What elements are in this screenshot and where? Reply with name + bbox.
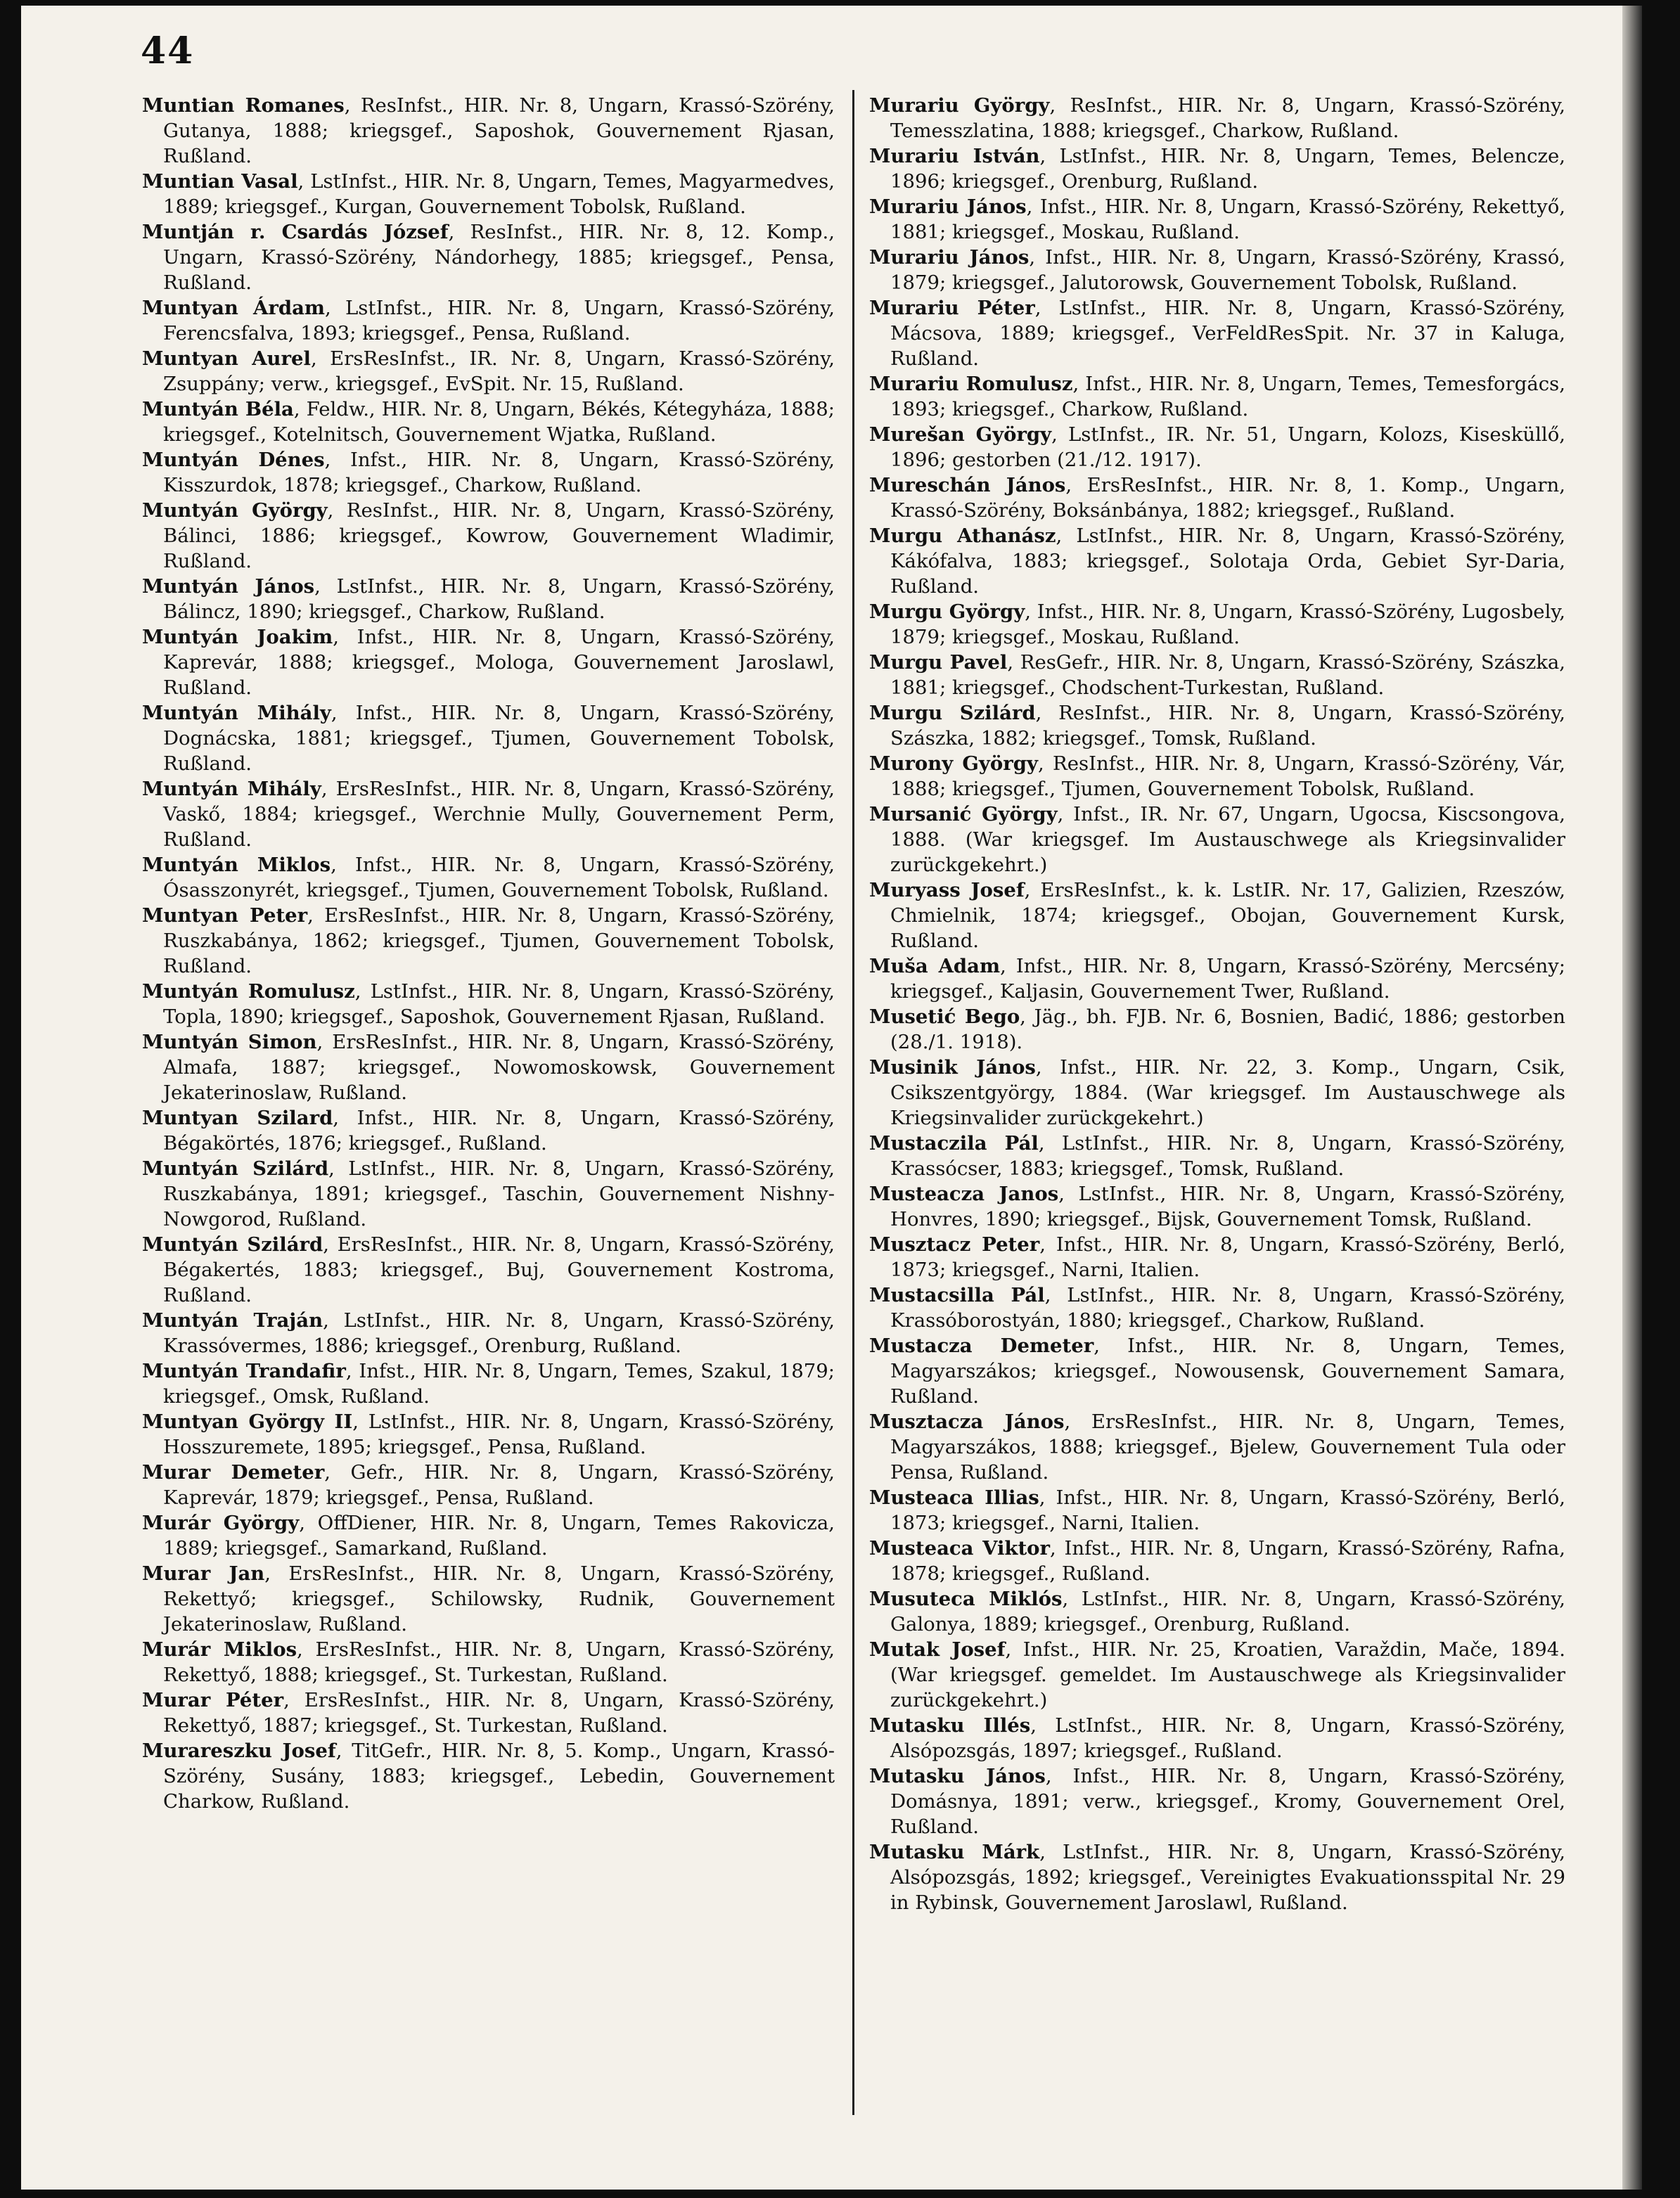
list-entry: [869, 1181, 1565, 1232]
entry-name: Musztacza János: [869, 1410, 1065, 1433]
list-entry: [869, 1763, 1565, 1839]
list-entry: [869, 751, 1565, 802]
entry-name: Muntyan Peter: [142, 904, 308, 927]
entry-details: , ResGefr., HIR. Nr. 8, Ungarn, Krassó-Szörény, Szászka, 1881; kriegsgef., Chodschent-Turkestan, Rußland.: [890, 651, 1565, 699]
list-entry: [142, 447, 835, 498]
entry-name: Murgu Szilárd: [869, 702, 1036, 724]
entry-details: , ResInfst., HIR. Nr. 8, Ungarn, Krassó-Szörény, Szászka, 1882; kriegsgef., Tomsk, Rußland.: [890, 702, 1565, 750]
list-entry: [142, 852, 835, 903]
entry-name: Mutak Josef: [869, 1638, 1006, 1661]
list-entry: [142, 1232, 835, 1308]
entry-name: Murony György: [869, 752, 1038, 775]
entry-details: , ResInfst., HIR. Nr. 8, Ungarn, Krassó-Szörény, Gutanya, 1888; kriegsgef., Saposhok, Gouvernement Rjasan, Rußland.: [163, 94, 835, 167]
entry-name: Murariu János: [869, 246, 1030, 269]
entry-details: , Infst., HIR. Nr. 25, Kroatien, Varaždin, Mače, 1894. (War kriegsgef. gemeldet. Im Austauschwege als Kriegsinvalider zurückgekehrt.): [890, 1638, 1565, 1711]
list-entry: [142, 397, 835, 447]
list-entry: [869, 700, 1565, 751]
list-entry: [142, 93, 835, 169]
entry-details: , Infst., HIR. Nr. 8, Ungarn, Krassó-Szörény, Berló, 1873; kriegsgef., Narni, Italien.: [890, 1486, 1565, 1534]
entry-details: , Infst., HIR. Nr. 8, Ungarn, Krassó-Szörény, Lugosbely, 1879; kriegsgef., Moskau, Rußland.: [890, 600, 1565, 648]
entry-name: Muntyán Traján: [142, 1309, 323, 1332]
entry-name: Musteaca Viktor: [869, 1537, 1050, 1560]
entry-details: , LstInfst., IR. Nr. 51, Ungarn, Kolozs, Kisesküllő, 1896; gestorben (21./12. 1917).: [890, 423, 1566, 471]
list-entry: [142, 1308, 835, 1358]
list-entry: [869, 878, 1565, 953]
entry-details: , Jäg., bh. FJB. Nr. 6, Bosnien, Badić, 1886; gestorben (28./1. 1918).: [890, 1005, 1565, 1053]
entry-name: Muntyán János: [142, 575, 315, 598]
list-entry: [869, 1536, 1565, 1586]
entry-details: , Feldw., HIR. Nr. 8, Ungarn, Békés, Kétegyháza, 1888; kriegsgef., Kotelnitsch, Gouvernement Wjatka, Rußland.: [163, 398, 835, 446]
entry-details: , Infst., HIR. Nr. 8, Ungarn, Temes, Temesforgács, 1893; kriegsgef., Charkow, Rußland.: [890, 373, 1565, 420]
list-entry: [869, 1586, 1565, 1637]
entry-details: , LstInfst., HIR. Nr. 8, Ungarn, Krassó-Szörény, Alsópozsgás, 1892; kriegsgef., Vereinigtes Evakuationsspital Nr. 29 in Rybinsk, Gouvernement Jaroslawl, Rußland.: [890, 1841, 1565, 1914]
list-entry: [142, 574, 835, 624]
list-entry: [142, 624, 835, 700]
list-entry: [142, 776, 835, 852]
entry-name: Muntján r. Csardás József: [142, 221, 449, 243]
list-entry: [869, 1131, 1565, 1181]
entry-details: , LstInfst., HIR. Nr. 8, Ungarn, Krassó-Szörény, Ferencsfalva, 1893; kriegsgef., Pensa, Rußland.: [163, 297, 835, 345]
entry-name: Muntyán Trandafir: [142, 1360, 346, 1382]
list-entry: [142, 295, 835, 346]
list-entry: [869, 1839, 1565, 1915]
entry-name: Mustacsilla Pál: [869, 1284, 1045, 1306]
entry-details: , LstInfst., HIR. Nr. 8, Ungarn, Krassó-Szörény, Mácsova, 1889; kriegsgef., VerFeldResSpit. Nr. 37 in Kaluga, Rußland.: [890, 297, 1565, 370]
entry-name: Murariu Péter: [869, 297, 1035, 319]
list-entry: [142, 169, 835, 219]
entry-details: , ResInfst., HIR. Nr. 8, Ungarn, Krassó-Szörény, Temesszlatina, 1888; kriegsgef., Charkow, Rußland.: [890, 94, 1565, 142]
entry-details: , Infst., HIR. Nr. 8, Ungarn, Krassó-Szörény, Kaprevár, 1888; kriegsgef., Mologa, Gouvernement Jaroslawl, Rußland.: [163, 626, 835, 699]
entry-name: Muntyán Joakim: [142, 626, 333, 648]
entry-details: , ResInfst., HIR. Nr. 8, Ungarn, Krassó-Szörény, Vár, 1888; kriegsgef., Tjumen, Gouvernement Tobolsk, Rußland.: [890, 752, 1565, 800]
entry-name: Murar Péter: [142, 1689, 284, 1711]
entry-name: Muntyán Béla: [142, 398, 294, 420]
entry-name: Mureschán János: [869, 474, 1066, 496]
entry-details: , LstInfst., HIR. Nr. 8, Ungarn, Krassó-Szörény, Galonya, 1889; kriegsgef., Orenburg, Rußland.: [890, 1588, 1565, 1635]
entry-details: , ErsResInfst., HIR. Nr. 8, Ungarn, Krassó-Szörény, Rekettyő; kriegsgef., Schilowsky, Rudnik, Gouvernement Jekaterinoslaw, Rußland.: [163, 1562, 835, 1635]
entry-details: , ErsResInfst., HIR. Nr. 8, Ungarn, Temes, Magyarszákos, 1888; kriegsgef., Bjelew, Gouvernement Tula oder Pensa, Rußland.: [890, 1410, 1565, 1484]
entry-name: Murešan György: [869, 423, 1052, 446]
entry-name: Muša Adam: [869, 955, 1001, 977]
list-entry: [142, 903, 835, 979]
entry-details: , LstInfst., HIR. Nr. 8, Ungarn, Temes, Belencze, 1896; kriegsgef., Orenburg, Rußland.: [890, 145, 1565, 193]
entry-name: Musinik János: [869, 1056, 1036, 1079]
entry-name: Musztacz Peter: [869, 1233, 1040, 1256]
list-entry: [869, 143, 1565, 194]
entry-name: Muntyán Mihály: [142, 778, 321, 800]
entry-details: , Gefr., HIR. Nr. 8, Ungarn, Krassó-Szörény, Kaprevár, 1879; kriegsgef., Pensa, Rußland.: [163, 1461, 835, 1509]
list-entry: [142, 979, 835, 1029]
entry-details: , LstInfst., HIR. Nr. 8, Ungarn, Krassó-Szörény, Alsópozsgás, 1897; kriegsgef., Rußland.: [890, 1714, 1566, 1762]
list-entry: [869, 194, 1565, 245]
entry-name: Murareszku Josef: [142, 1740, 336, 1762]
entry-details: , Infst., HIR. Nr. 8, Ungarn, Krassó-Szörény, Dognácska, 1881; kriegsgef., Tjumen, Gouvernement Tobolsk, Rußland.: [163, 702, 835, 775]
entry-name: Murgu György: [869, 600, 1025, 623]
entry-details: , ErsResInfst., HIR. Nr. 8, Ungarn, Krassó-Szörény, Vaskő, 1884; kriegsgef., Werchnie Mully, Gouvernement Perm, Rußland.: [163, 778, 835, 851]
list-entry: [869, 650, 1565, 700]
entry-details: , Infst., HIR. Nr. 8, Ungarn, Krassó-Szörény, Rafna, 1878; kriegsgef., Rußland.: [890, 1537, 1565, 1585]
list-entry: [869, 523, 1565, 599]
page-number: 44: [141, 30, 195, 72]
entry-details: , ErsResInfst., IR. Nr. 8, Ungarn, Krassó-Szörény, Zsuppány; verw., kriegsgef., EvSpit. Nr. 15, Rußland.: [163, 347, 835, 395]
entry-details: , Infst., HIR. Nr. 8, Ungarn, Krassó-Szörény, Bégakörtés, 1876; kriegsgef., Rußland.: [163, 1107, 835, 1155]
entry-details: , ErsResInfst., HIR. Nr. 8, Ungarn, Krassó-Szörény, Bégakertés, 1883; kriegsgef., Buj, Gouvernement Kostroma, Rußland.: [163, 1233, 835, 1306]
right-column: [869, 93, 1565, 1915]
entry-name: Muntyán Romulusz: [142, 980, 355, 1003]
entry-name: Mutasku János: [869, 1765, 1046, 1787]
entry-details: , LstInfst., HIR. Nr. 8, Ungarn, Krassó-Szörény, Krassóvermes, 1886; kriegsgef., Orenburg, Rußland.: [163, 1309, 835, 1357]
list-entry: [142, 1156, 835, 1232]
list-entry: [869, 245, 1565, 295]
entry-name: Muntian Vasal: [142, 170, 298, 193]
entry-details: , Infst., HIR. Nr. 8, Ungarn, Krassó-Szörény, Berló, 1873; kriegsgef., Narni, Italien.: [890, 1233, 1565, 1281]
entry-details: , TitGefr., HIR. Nr. 8, 5. Komp., Ungarn, Krassó-Szörény, Susány, 1883; kriegsgef., Lebedin, Gouvernement Charkow, Rußland.: [163, 1740, 835, 1813]
list-entry: [869, 473, 1565, 523]
entry-details: , ErsResInfst., k. k. LstIR. Nr. 17, Galizien, Rzeszów, Chmielnik, 1874; kriegsgef., Obojan, Gouvernement Kursk, Rußland.: [890, 879, 1565, 952]
list-entry: [869, 93, 1565, 143]
list-entry: [142, 1738, 835, 1814]
entry-name: Muntyan Aurel: [142, 347, 311, 370]
list-entry: [142, 1460, 835, 1510]
entry-details: , ErsResInfst., HIR. Nr. 8, 1. Komp., Ungarn, Krassó-Szörény, Boksánbánya, 1882; kriegsgef., Rußland.: [890, 474, 1565, 522]
list-entry: [142, 1358, 835, 1409]
entry-name: Murár Miklos: [142, 1638, 297, 1661]
entry-details: , OffDiener, HIR. Nr. 8, Ungarn, Temes Rakovicza, 1889; kriegsgef., Samarkand, Rußland.: [163, 1512, 835, 1560]
entry-details: , ErsResInfst., HIR. Nr. 8, Ungarn, Krassó-Szörény, Almafa, 1887; kriegsgef., Nowomoskowsk, Gouvernement Jekaterinoslaw, Rußland.: [163, 1031, 835, 1104]
entry-details: , LstInfst., HIR. Nr. 8, Ungarn, Krassó-Szörény, Honvres, 1890; kriegsgef., Bijsk, Gouvernement Tomsk, Rußland.: [890, 1183, 1565, 1230]
entry-name: Muntyan György II: [142, 1410, 353, 1433]
list-entry: [869, 1055, 1565, 1131]
list-entry: [869, 295, 1565, 371]
list-entry: [142, 1561, 835, 1637]
entry-name: Murgu Pavel: [869, 651, 1008, 674]
entry-name: Musteaca Illias: [869, 1486, 1039, 1509]
entry-details: , LstInfst., HIR. Nr. 8, Ungarn, Krassó-Szörény, Bálincz, 1890; kriegsgef., Charkow, Rußland.: [163, 575, 835, 623]
entry-name: Muntyán György: [142, 499, 328, 522]
entry-name: Muntyán Szilárd: [142, 1157, 329, 1180]
entry-name: Murgu Athanász: [869, 525, 1056, 547]
list-entry: [142, 1409, 835, 1460]
entry-name: Muntyán Szilárd: [142, 1233, 323, 1256]
entry-details: , Infst., HIR. Nr. 8, Ungarn, Krassó-Szörény, Mercsény; kriegsgef., Kaljasin, Gouvernement Twer, Rußland.: [890, 955, 1565, 1003]
entry-name: Murar Demeter: [142, 1461, 325, 1484]
list-entry: [142, 498, 835, 574]
entry-details: , LstInfst., HIR. Nr. 8, Ungarn, Krassó-Szörény, Kákófalva, 1883; kriegsgef., Solotaja Orda, Gebiet Syr-Daria, Rußland.: [890, 525, 1565, 598]
entry-details: , LstInfst., HIR. Nr. 8, Ungarn, Krassó-Szörény, Ruszkabánya, 1891; kriegsgef., Taschin, Gouvernement Nishny-Nowgorod, Rußland.: [163, 1157, 835, 1230]
entry-name: Mustaczila Pál: [869, 1132, 1039, 1155]
entry-details: , Infst., HIR. Nr. 8, Ungarn, Temes, Magyarszákos; kriegsgef., Nowousensk, Gouvernement Samara, Rußland.: [890, 1335, 1565, 1408]
entry-details: , Infst., HIR. Nr. 8, Ungarn, Krassó-Szörény, Ósasszonyrét, kriegsgef., Tjumen, Gouvernement Tobolsk, Rußland.: [163, 854, 835, 901]
list-entry: [869, 953, 1565, 1004]
list-entry: [869, 1637, 1565, 1713]
entry-name: Murar Jan: [142, 1562, 265, 1585]
list-entry: [869, 802, 1565, 878]
entry-name: Mutasku Márk: [869, 1841, 1040, 1863]
entry-name: Musteacza Janos: [869, 1183, 1059, 1205]
entry-name: Murár György: [142, 1512, 300, 1534]
page-edge-shadow: [1622, 6, 1642, 2190]
column-divider: [852, 90, 854, 2115]
entry-name: Muntyan Árdam: [142, 297, 326, 319]
list-entry: [142, 1510, 835, 1561]
entry-details: , LstInfst., HIR. Nr. 8, Ungarn, Temes, Magyarmedves, 1889; kriegsgef., Kurgan, Gouvernement Tobolsk, Rußland.: [163, 170, 835, 218]
document-page: [21, 6, 1642, 2190]
list-entry: [869, 1004, 1565, 1055]
list-entry: [142, 346, 835, 397]
entry-name: Mustacza Demeter: [869, 1335, 1094, 1357]
entry-name: Murariu György: [869, 94, 1050, 117]
entry-details: , LstInfst., HIR. Nr. 8, Ungarn, Krassó-Szörény, Krassócser, 1883; kriegsgef., Tomsk, Rußland.: [890, 1132, 1565, 1180]
list-entry: [142, 1029, 835, 1105]
list-entry: [869, 599, 1565, 650]
list-entry: [869, 1713, 1565, 1763]
entry-details: , Infst., HIR. Nr. 8, Ungarn, Krassó-Szörény, Kisszurdok, 1878; kriegsgef., Charkow, Rußland.: [163, 449, 835, 496]
entry-details: , Infst., IR. Nr. 67, Ungarn, Ugocsa, Kiscsongova, 1888. (War kriegsgef. Im Austauschwege als Kriegsinvalider zurückgekehrt.): [890, 803, 1565, 876]
list-entry: [142, 1637, 835, 1688]
entry-details: , ErsResInfst., HIR. Nr. 8, Ungarn, Krassó-Szörény, Rekettyő, 1887; kriegsgef., St. Turkestan, Rußland.: [163, 1689, 835, 1737]
entry-details: , ErsResInfst., HIR. Nr. 8, Ungarn, Krassó-Szörény, Rekettyő, 1888; kriegsgef., St. Turkestan, Rußland.: [163, 1638, 835, 1686]
list-entry: [142, 219, 835, 295]
entry-name: Murariu István: [869, 145, 1040, 167]
entry-details: , Infst., HIR. Nr. 8, Ungarn, Krassó-Szörény, Domásnya, 1891; verw., kriegsgef., Kromy, Gouvernement Orel, Rußland.: [890, 1765, 1565, 1838]
entry-details: , LstInfst., HIR. Nr. 8, Ungarn, Krassó-Szörény, Hosszuremete, 1895; kriegsgef., Pensa, Rußland.: [163, 1410, 835, 1458]
entry-details: , ErsResInfst., HIR. Nr. 8, Ungarn, Krassó-Szörény, Ruszkabánya, 1862; kriegsgef., Tjumen, Gouvernement Tobolsk, Rußland.: [163, 904, 835, 977]
entry-details: , LstInfst., HIR. Nr. 8, Ungarn, Krassó-Szörény, Krassóborostyán, 1880; kriegsgef., Charkow, Rußland.: [890, 1284, 1565, 1332]
list-entry: [869, 1409, 1565, 1485]
list-entry: [869, 422, 1565, 473]
left-column: [142, 93, 835, 1814]
entry-details: , Infst., HIR. Nr. 8, Ungarn, Krassó-Szörény, Rekettyő, 1881; kriegsgef., Moskau, Rußland.: [890, 195, 1565, 243]
entry-name: Murariu János: [869, 195, 1027, 218]
entry-name: Murariu Romulusz: [869, 373, 1073, 395]
list-entry: [869, 1232, 1565, 1283]
entry-details: , Infst., HIR. Nr. 8, Ungarn, Krassó-Szörény, Krassó, 1879; kriegsgef., Jalutorowsk, Gouvernement Tobolsk, Rußland.: [890, 246, 1565, 294]
entry-name: Muntian Romanes: [142, 94, 345, 117]
entry-details: , Infst., HIR. Nr. 22, 3. Komp., Ungarn, Csik, Csikszentgyörgy, 1884. (War kriegsgef. Im Austauschwege als Kriegsinvalider zurückgekehrt.): [890, 1056, 1565, 1129]
entry-name: Muryass Josef: [869, 879, 1025, 901]
entry-name: Muntyan Szilard: [142, 1107, 333, 1129]
entry-name: Mursanić György: [869, 803, 1058, 825]
entry-details: , ResInfst., HIR. Nr. 8, 12. Komp., Ungarn, Krassó-Szörény, Nándorhegy, 1885; kriegsgef., Pensa, Rußland.: [163, 221, 835, 294]
list-entry: [869, 1283, 1565, 1333]
list-entry: [142, 700, 835, 776]
list-entry: [869, 1485, 1565, 1536]
entry-name: Mutasku Illés: [869, 1714, 1031, 1737]
entry-details: , ResInfst., HIR. Nr. 8, Ungarn, Krassó-Szörény, Bálinci, 1886; kriegsgef., Kowrow, Gouvernement Wladimir, Rußland.: [163, 499, 835, 572]
list-entry: [142, 1688, 835, 1738]
entry-name: Muntyán Miklos: [142, 854, 331, 876]
entry-name: Muntyán Mihály: [142, 702, 331, 724]
entry-details: , Infst., HIR. Nr. 8, Ungarn, Temes, Szakul, 1879; kriegsgef., Omsk, Rußland.: [163, 1360, 835, 1408]
list-entry: [142, 1105, 835, 1156]
entry-details: , LstInfst., HIR. Nr. 8, Ungarn, Krassó-Szörény, Topla, 1890; kriegsgef., Saposhok, Gouvernement Rjasan, Rußland.: [163, 980, 835, 1028]
list-entry: [869, 371, 1565, 422]
list-entry: [869, 1333, 1565, 1409]
entry-name: Muntyán Simon: [142, 1031, 317, 1053]
entry-name: Musuteca Miklós: [869, 1588, 1063, 1610]
entry-name: Musetić Bego: [869, 1005, 1020, 1028]
entry-name: Muntyán Dénes: [142, 449, 325, 471]
